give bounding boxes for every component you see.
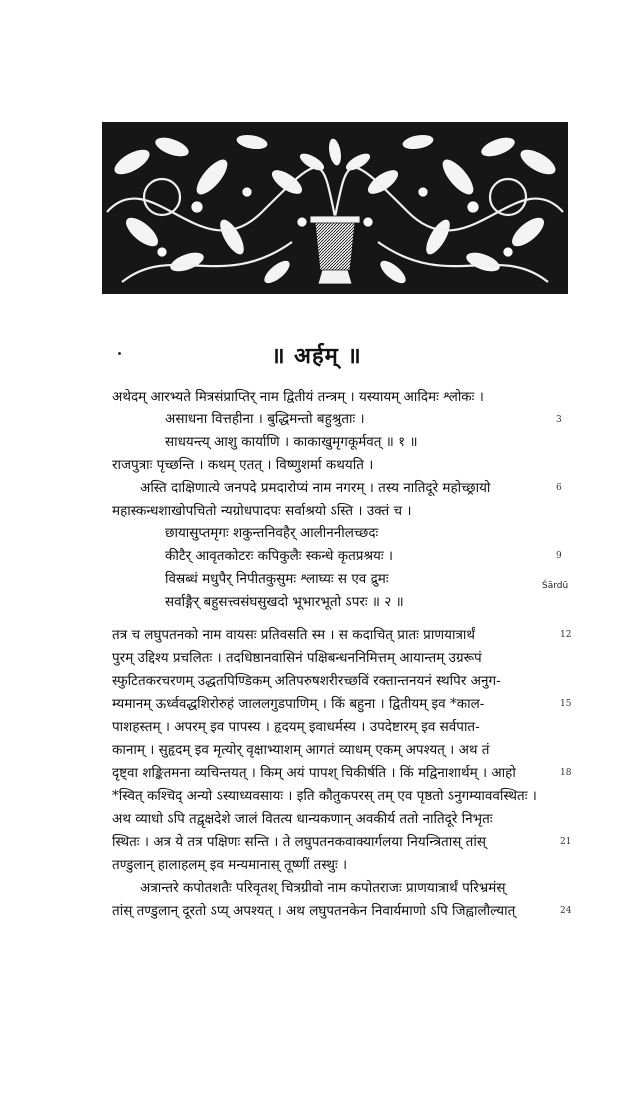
line-number: 18 — [560, 768, 572, 778]
text-line: अथेदम् आरभ्यते मित्रसंप्राप्तिर् नाम द्वितीयं तन्त्रम् । यस्यायम् आदिमः श्लोकः । — [112, 389, 484, 405]
line-number: 6 — [556, 483, 562, 493]
verse-line: असाधना वित्तहीना । बुद्धिमन्तो बहुश्रुताः । — [165, 411, 365, 427]
floral-ornament-headpiece — [102, 122, 568, 294]
verse-line: छायासुप्तमृगः शकुन्तनिवहैर् आलीननीलच्छदः — [165, 525, 379, 541]
text-line: अत्रान्तरे कपोतशतैः परिवृतश् चित्रग्रीवो नाम कपोतराजः प्राणयात्रार्थं परिभ्रमंस् — [140, 880, 506, 896]
text-line: कानाम् । सुहृदम् इव मृत्योर् वृक्षाभ्याशम् आगतं व्याधम् एकम् अपश्यत् । अथ तं — [112, 742, 490, 758]
verse-line: विस्रब्धं मधुपैर् निपीतकुसुमः श्लाघ्यः स एव द्रुमः — [165, 571, 389, 587]
text-line: महास्कन्धशाखोपचितो न्यग्रोधपादपः सर्वाश्रयो ऽस्ति । उक्तं च । — [112, 503, 412, 519]
line-number: 15 — [560, 699, 572, 709]
text-line: राजपुत्राः पृच्छन्ति । कथम् एतत् । विष्णुशर्मा कथयति । — [112, 457, 374, 473]
text-line: अस्ति दाक्षिणात्ये जनपदे प्रमदारोप्यं नाम नगरम् । तस्य नातिदूरे महोच्छ्रायो — [140, 480, 491, 496]
text-line: तांस् तण्डुलान् दूरतो ऽप्य् अपश्यत् । अथ लघुपतनकेन निवार्यमाणो ऽपि जिह्वालौल्यात् — [112, 903, 516, 919]
line-number: 12 — [560, 630, 572, 640]
text-line: पाशहस्तम् । अपरम् इव पापस्य । हृदयम् इवाधर्मस्य । उपदेष्टारम् इव सर्वपात- — [112, 719, 480, 735]
text-line: स्थितः । अत्र ये तत्र पक्षिणः सन्ति । ते लघुपतनकवाक्यार्गलया नियन्त्रितास् तांस् — [112, 834, 486, 850]
verse-line: कीटैर् आवृतकोटरः कपिकुलैः स्कन्धे कृतप्रश्रयः । — [165, 548, 393, 564]
meter-note: Śārdū — [542, 581, 569, 591]
text-line: म्यमानम् ऊर्ध्ववद्धशिरोरुहं जाललगुडपाणिम् । किं बहुना । द्वितीयम् इव *काल- — [112, 696, 485, 712]
line-number: 9 — [556, 551, 562, 561]
line-number: 3 — [556, 415, 562, 425]
line-number: 21 — [560, 837, 572, 847]
text-line: तण्डुलान् हालाहलम् इव मन्यमानास् तूष्णीं तस्थुः । — [112, 857, 348, 873]
text-line: पुरम् उद्दिश्य प्रचलितः । तदधिष्ठानवासिनं पक्षिबन्धननिमित्तम् आयान्तम् उग्ररूपं — [112, 650, 482, 666]
line-number: 24 — [560, 906, 572, 916]
text-line: स्फुटितकरचरणम् उद्धतपिण्डिकम् अतिपरुषशरीरच्छविं रक्तान्तनयनं स्थपिर अनुग- — [112, 673, 501, 689]
page-title: ॥ अर्हम् ॥ — [271, 343, 362, 369]
text-line: *स्वित् कश्चिद् अन्यो ऽस्याध्यवसायः । इति कौतुकपरस् तम् एव पृष्ठतो ऽनुगम्याववस्थितः । — [112, 788, 537, 804]
verse-line: सर्वाङ्गैर् बहुसत्त्वसंघसुखदो भूभारभूतो ऽपरः ॥ २ ॥ — [165, 594, 404, 610]
text-line: दृष्ट्वा शङ्कितमना व्यचिन्तयत् । किम् अयं पापश् चिकीर्षति । किं मद्विनाशार्थम् । आहो — [112, 765, 516, 781]
text-line: अथ व्याधो ऽपि तद्वृक्षदेशे जालं वितत्य धान्यकणान् अवकीर्य ततो नातिदूरे निभृतः — [112, 811, 493, 827]
verse-line: साधयन्त्य् आशु कार्याणि । काकाखुमृगकूर्मवत् ॥ १ ॥ — [165, 434, 418, 450]
text-line: तत्र च लघुपतनको नाम वायसः प्रतिवसति स्म । स कदाचित् प्रातः प्राणयात्रार्थं — [112, 627, 476, 643]
